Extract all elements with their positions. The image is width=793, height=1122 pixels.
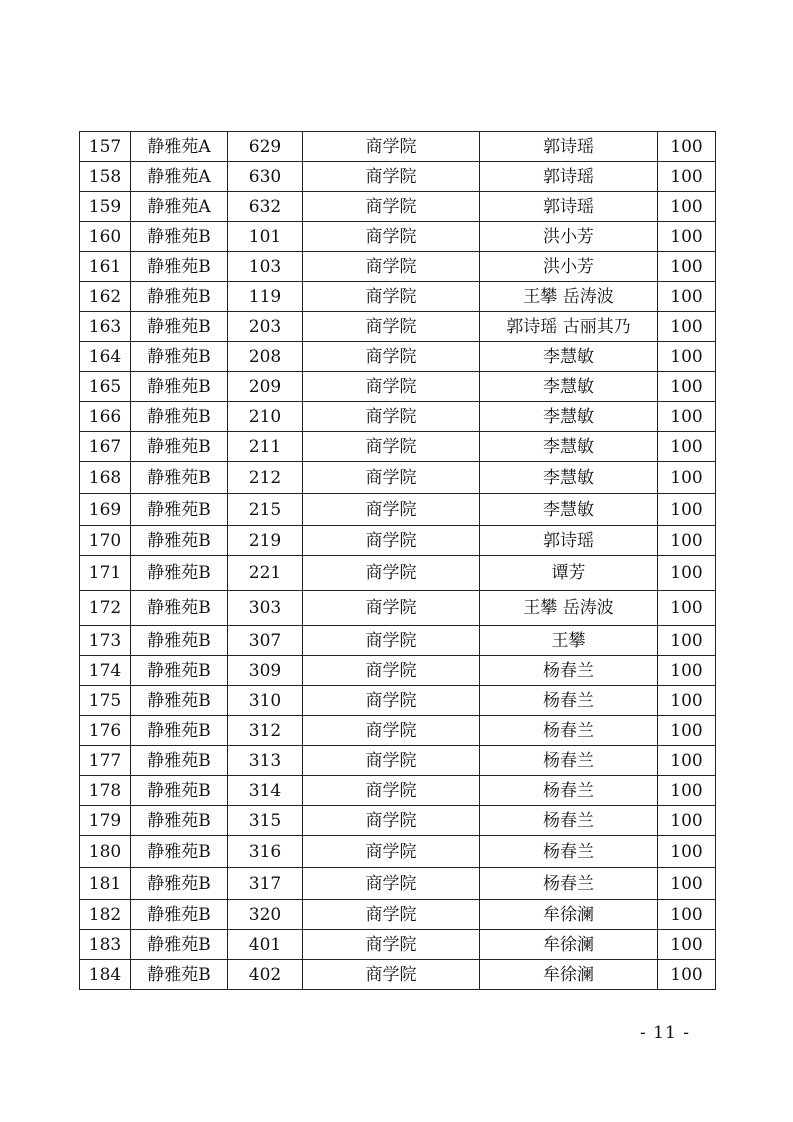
college-cell: 商学院 [303,591,480,626]
room-number-cell: 630 [228,162,303,192]
room-number-cell: 314 [228,776,303,806]
table-row [80,372,716,402]
college-cell: 商学院 [303,252,480,282]
counselor-cell: 杨春兰 [480,776,658,806]
row-number-cell: 177 [80,746,131,776]
college-cell: 商学院 [303,222,480,252]
row-number-cell: 166 [80,402,131,432]
counselor-cell: 郭诗瑶 [480,192,658,222]
building-cell: 静雅苑B [131,556,228,591]
counselor-cell: 杨春兰 [480,806,658,836]
counselor-cell: 杨春兰 [480,836,658,868]
counselor-cell: 李慧敏 [480,494,658,526]
college-cell: 商学院 [303,162,480,192]
row-number-cell: 164 [80,342,131,372]
counselor-cell: 李慧敏 [480,432,658,462]
building-cell: 静雅苑B [131,372,228,402]
row-number-cell: 172 [80,591,131,626]
table-row [80,716,716,746]
score-cell: 100 [658,222,716,252]
table-row [80,132,716,162]
college-cell: 商学院 [303,402,480,432]
college-cell: 商学院 [303,372,480,402]
room-number-cell: 320 [228,900,303,930]
score-cell: 100 [658,836,716,868]
score-cell: 100 [658,526,716,556]
row-number-cell: 161 [80,252,131,282]
table-row [80,162,716,192]
college-cell: 商学院 [303,930,480,960]
counselor-cell: 杨春兰 [480,746,658,776]
building-cell: 静雅苑B [131,402,228,432]
table-row [80,494,716,526]
table-row [80,312,716,342]
score-cell: 100 [658,494,716,526]
college-cell: 商学院 [303,716,480,746]
building-cell: 静雅苑B [131,222,228,252]
score-cell: 100 [658,252,716,282]
score-cell: 100 [658,432,716,462]
room-number-cell: 210 [228,402,303,432]
table-row [80,342,716,372]
building-cell: 静雅苑A [131,162,228,192]
table-row [80,432,716,462]
college-cell: 商学院 [303,282,480,312]
row-number-cell: 184 [80,960,131,990]
room-number-cell: 209 [228,372,303,402]
college-cell: 商学院 [303,192,480,222]
counselor-cell: 李慧敏 [480,462,658,494]
table-row [80,836,716,868]
score-cell: 100 [658,591,716,626]
college-cell: 商学院 [303,462,480,494]
college-cell: 商学院 [303,656,480,686]
score-cell: 100 [658,402,716,432]
score-cell: 100 [658,162,716,192]
building-cell: 静雅苑A [131,132,228,162]
building-cell: 静雅苑B [131,494,228,526]
row-number-cell: 181 [80,868,131,900]
table-row [80,656,716,686]
room-number-cell: 221 [228,556,303,591]
room-number-cell: 312 [228,716,303,746]
room-number-cell: 211 [228,432,303,462]
room-number-cell: 303 [228,591,303,626]
score-cell: 100 [658,960,716,990]
counselor-cell: 杨春兰 [480,868,658,900]
counselor-cell: 牟徐澜 [480,900,658,930]
counselor-cell: 王攀 [480,626,658,656]
score-cell: 100 [658,868,716,900]
row-number-cell: 182 [80,900,131,930]
table-row [80,591,716,626]
row-number-cell: 169 [80,494,131,526]
score-cell: 100 [658,716,716,746]
building-cell: 静雅苑B [131,252,228,282]
row-number-cell: 165 [80,372,131,402]
row-number-cell: 178 [80,776,131,806]
room-number-cell: 208 [228,342,303,372]
building-cell: 静雅苑B [131,716,228,746]
room-number-cell: 315 [228,806,303,836]
score-cell: 100 [658,930,716,960]
row-number-cell: 183 [80,930,131,960]
dormitory-score-table [79,131,716,990]
room-number-cell: 219 [228,526,303,556]
table-row [80,776,716,806]
counselor-cell: 洪小芳 [480,222,658,252]
table-row [80,282,716,312]
counselor-cell: 牟徐澜 [480,960,658,990]
college-cell: 商学院 [303,432,480,462]
counselor-cell: 李慧敏 [480,372,658,402]
room-number-cell: 629 [228,132,303,162]
building-cell: 静雅苑B [131,836,228,868]
building-cell: 静雅苑B [131,868,228,900]
score-cell: 100 [658,776,716,806]
table-row [80,526,716,556]
score-cell: 100 [658,626,716,656]
building-cell: 静雅苑B [131,746,228,776]
table-row [80,252,716,282]
counselor-cell: 郭诗瑶 [480,526,658,556]
room-number-cell: 101 [228,222,303,252]
row-number-cell: 176 [80,716,131,746]
score-cell: 100 [658,192,716,222]
score-cell: 100 [658,312,716,342]
table-row [80,900,716,930]
table-row [80,930,716,960]
table-row [80,960,716,990]
table-row [80,806,716,836]
building-cell: 静雅苑B [131,900,228,930]
counselor-cell: 谭芳 [480,556,658,591]
college-cell: 商学院 [303,686,480,716]
row-number-cell: 174 [80,656,131,686]
room-number-cell: 119 [228,282,303,312]
counselor-cell: 牟徐澜 [480,930,658,960]
score-cell: 100 [658,686,716,716]
table-row [80,686,716,716]
counselor-cell: 王攀 岳涛波 [480,591,658,626]
table-row [80,556,716,591]
room-number-cell: 309 [228,656,303,686]
college-cell: 商学院 [303,132,480,162]
room-number-cell: 212 [228,462,303,494]
table-row [80,626,716,656]
building-cell: 静雅苑B [131,656,228,686]
room-number-cell: 632 [228,192,303,222]
counselor-cell: 郭诗瑶 [480,132,658,162]
counselor-cell: 郭诗瑶 [480,162,658,192]
building-cell: 静雅苑B [131,312,228,342]
building-cell: 静雅苑B [131,776,228,806]
row-number-cell: 158 [80,162,131,192]
score-cell: 100 [658,746,716,776]
score-cell: 100 [658,342,716,372]
table-body [80,132,716,990]
college-cell: 商学院 [303,556,480,591]
building-cell: 静雅苑B [131,626,228,656]
college-cell: 商学院 [303,806,480,836]
room-number-cell: 316 [228,836,303,868]
room-number-cell: 307 [228,626,303,656]
row-number-cell: 171 [80,556,131,591]
score-cell: 100 [658,656,716,686]
building-cell: 静雅苑B [131,806,228,836]
row-number-cell: 170 [80,526,131,556]
college-cell: 商学院 [303,342,480,372]
building-cell: 静雅苑B [131,526,228,556]
college-cell: 商学院 [303,960,480,990]
college-cell: 商学院 [303,526,480,556]
row-number-cell: 157 [80,132,131,162]
room-number-cell: 401 [228,930,303,960]
row-number-cell: 159 [80,192,131,222]
building-cell: 静雅苑B [131,591,228,626]
score-cell: 100 [658,556,716,591]
counselor-cell: 李慧敏 [480,402,658,432]
room-number-cell: 215 [228,494,303,526]
counselor-cell: 郭诗瑶 古丽其乃 [480,312,658,342]
row-number-cell: 168 [80,462,131,494]
building-cell: 静雅苑B [131,342,228,372]
table-row [80,746,716,776]
building-cell: 静雅苑B [131,686,228,716]
room-number-cell: 203 [228,312,303,342]
table-row [80,462,716,494]
college-cell: 商学院 [303,746,480,776]
table-row [80,402,716,432]
counselor-cell: 杨春兰 [480,716,658,746]
college-cell: 商学院 [303,494,480,526]
counselor-cell: 李慧敏 [480,342,658,372]
row-number-cell: 163 [80,312,131,342]
score-cell: 100 [658,900,716,930]
score-cell: 100 [658,372,716,402]
room-number-cell: 313 [228,746,303,776]
room-number-cell: 317 [228,868,303,900]
score-cell: 100 [658,132,716,162]
college-cell: 商学院 [303,836,480,868]
room-number-cell: 310 [228,686,303,716]
row-number-cell: 173 [80,626,131,656]
college-cell: 商学院 [303,626,480,656]
score-cell: 100 [658,462,716,494]
room-number-cell: 402 [228,960,303,990]
row-number-cell: 179 [80,806,131,836]
row-number-cell: 167 [80,432,131,462]
building-cell: 静雅苑B [131,960,228,990]
counselor-cell: 王攀 岳涛波 [480,282,658,312]
row-number-cell: 175 [80,686,131,716]
table-row [80,192,716,222]
counselor-cell: 洪小芳 [480,252,658,282]
row-number-cell: 162 [80,282,131,312]
row-number-cell: 180 [80,836,131,868]
room-number-cell: 103 [228,252,303,282]
table-row [80,222,716,252]
page-number: - 11 - [640,1023,690,1043]
college-cell: 商学院 [303,312,480,342]
building-cell: 静雅苑B [131,282,228,312]
college-cell: 商学院 [303,776,480,806]
building-cell: 静雅苑B [131,432,228,462]
counselor-cell: 杨春兰 [480,686,658,716]
building-cell: 静雅苑A [131,192,228,222]
score-cell: 100 [658,282,716,312]
college-cell: 商学院 [303,868,480,900]
table-row [80,868,716,900]
counselor-cell: 杨春兰 [480,656,658,686]
score-cell: 100 [658,806,716,836]
building-cell: 静雅苑B [131,462,228,494]
college-cell: 商学院 [303,900,480,930]
row-number-cell: 160 [80,222,131,252]
building-cell: 静雅苑B [131,930,228,960]
